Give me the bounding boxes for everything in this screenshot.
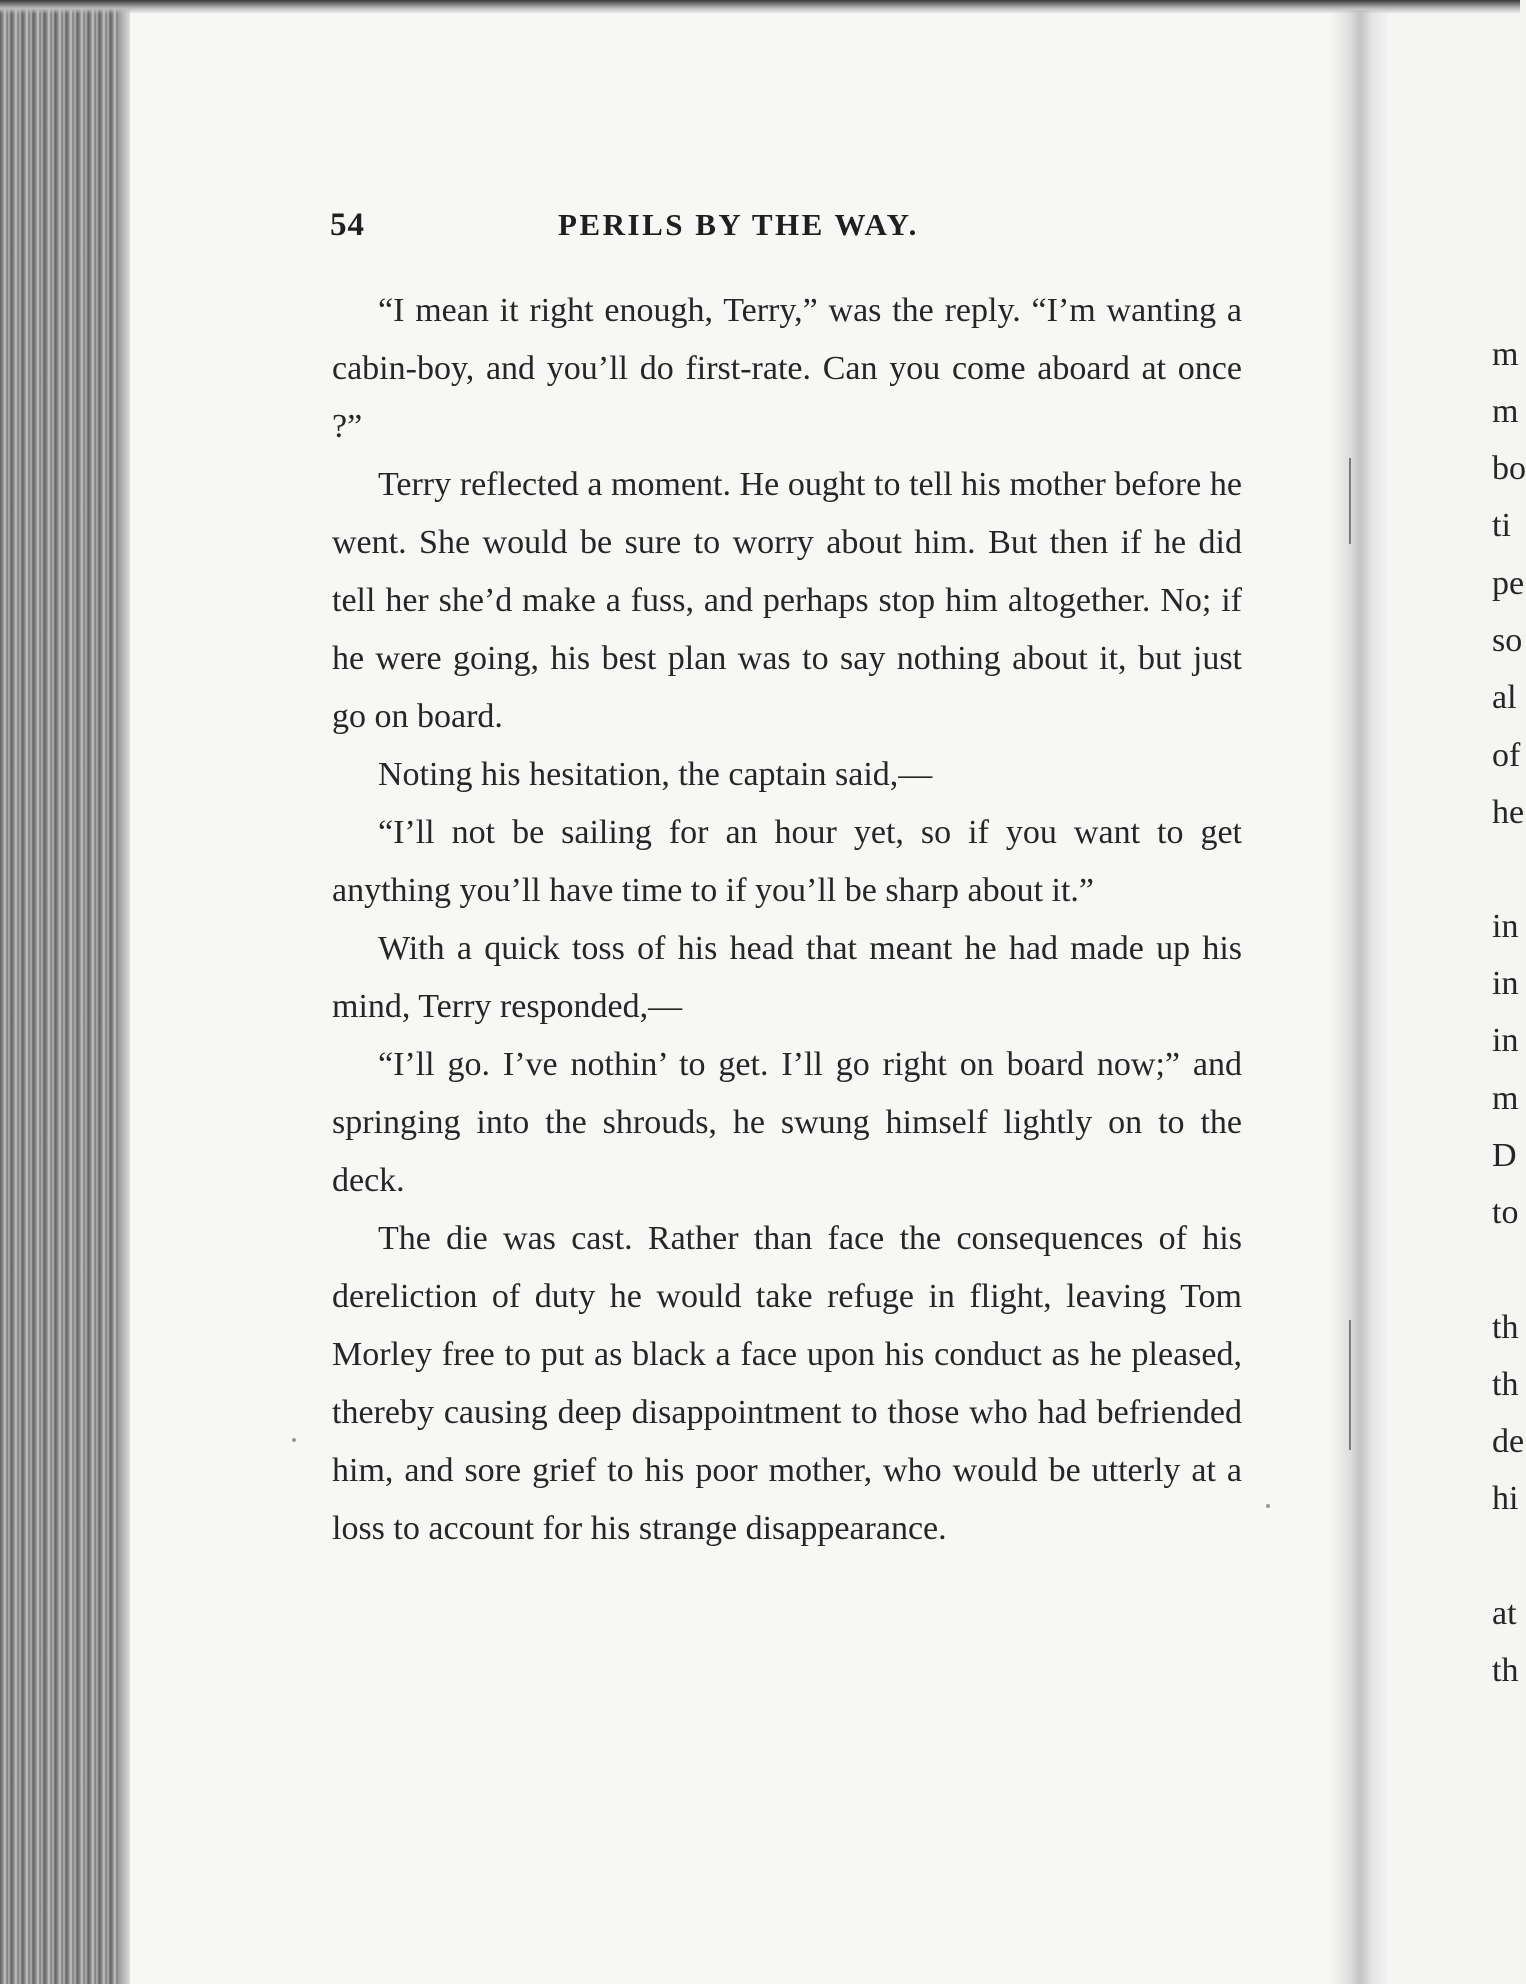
facing-fragment: of xyxy=(1492,737,1521,774)
facing-page-edge xyxy=(1492,0,1526,1984)
facing-fragment: m xyxy=(1492,336,1519,373)
facing-fragment: to xyxy=(1492,1194,1519,1231)
facing-fragment: m xyxy=(1492,1080,1519,1117)
paper-speck xyxy=(292,1438,296,1442)
facing-fragment: th xyxy=(1492,1309,1519,1346)
facing-fragment: hi xyxy=(1492,1480,1519,1517)
facing-fragment: in xyxy=(1492,1022,1519,1059)
facing-fragment: al xyxy=(1492,679,1517,716)
gutter-mark xyxy=(1349,1320,1351,1450)
facing-fragment: so xyxy=(1492,622,1523,659)
facing-fragment: in xyxy=(1492,908,1519,945)
book-page-edges xyxy=(0,0,130,1984)
facing-fragment: th xyxy=(1492,1652,1519,1689)
facing-fragment: he xyxy=(1492,794,1525,831)
paragraph: The die was cast. Rather than face the consequences of his dereliction of duty he would take refuge in flight, leaving Tom Morley free to put as black a face upon his conduct as he pleased, thereby causing deep disappointment to those who had befriended him, and sore grief to his poor mother, who would be utterly at a loss to account for his strange disappearance. xyxy=(332,1220,1242,1547)
top-edge-shadow xyxy=(0,0,1520,14)
facing-fragment: in xyxy=(1492,965,1519,1002)
paragraph: “I mean it right enough, Terry,” was the reply. “I’m wanting a cabin-boy, and you’ll do first-rate. Can you come aboard at once ?” xyxy=(332,292,1242,445)
facing-fragment: ti xyxy=(1492,507,1511,544)
facing-fragment: pe xyxy=(1492,565,1525,602)
gutter-mark xyxy=(1349,458,1351,544)
paper-speck xyxy=(1266,1504,1270,1508)
running-title: PERILS BY THE WAY. xyxy=(558,207,919,242)
facing-fragment: at xyxy=(1492,1595,1517,1632)
paragraph: With a quick toss of his head that meant he had made up his mind, Terry responded,— xyxy=(332,930,1242,1025)
facing-fragment: bo xyxy=(1492,450,1526,487)
paragraph: Terry reflected a moment. He ought to tell his mother before he went. She would be sure to worry about him. But then if he did tell her she’d make a fuss, and perhaps stop him altogether. No; if he were going, his best plan was to say nothing about it, but just go on board. xyxy=(332,466,1242,735)
paragraph: “I’ll not be sailing for an hour yet, so if you want to get anything you’ll have time to if you’ll be sharp about it.” xyxy=(332,814,1242,909)
book-gutter xyxy=(1330,10,1390,1984)
paragraph: “I’ll go. I’ve nothin’ to get. I’ll go right on board now;” and springing into the shrouds, he swung himself lightly on to the deck. xyxy=(332,1046,1242,1199)
paragraph: Noting his hesitation, the captain said,— xyxy=(378,756,933,793)
facing-fragment: D xyxy=(1492,1137,1517,1174)
facing-fragment: de xyxy=(1492,1423,1525,1460)
body-text xyxy=(332,282,1242,1558)
page-number: 54 xyxy=(330,207,365,243)
facing-fragment: m xyxy=(1492,393,1519,430)
facing-fragment: th xyxy=(1492,1366,1519,1403)
